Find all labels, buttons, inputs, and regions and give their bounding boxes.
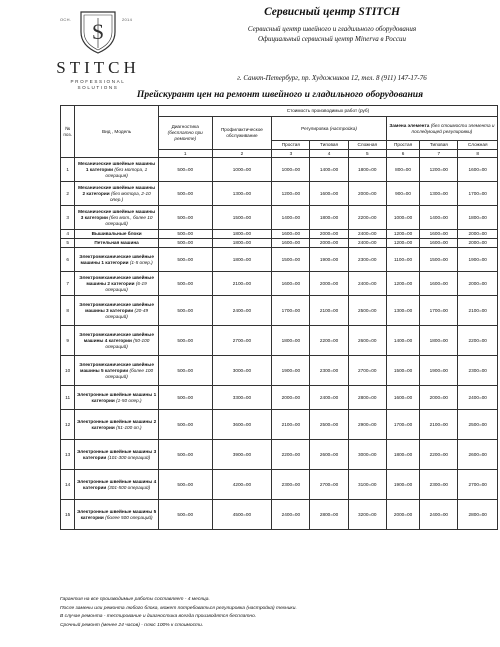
- col-number-3: 3: [272, 150, 310, 158]
- price-cell: 500=00: [158, 326, 212, 356]
- price-cell: 2300=00: [272, 470, 310, 500]
- price-cell: 500=00: [158, 158, 212, 182]
- price-cell: 1500=00: [420, 248, 458, 272]
- machine-name: Электронные швейные машины 4 категории: [76, 478, 157, 490]
- machine-name: Механические швейные машины 2 категории: [78, 184, 156, 196]
- machine-note: (6-19 операции): [105, 280, 147, 292]
- price-cell: 1400=00: [310, 158, 348, 182]
- row-number: 13: [61, 440, 75, 470]
- price-cell: 3900=00: [212, 440, 272, 470]
- company-address: г. Санкт-Петербург, пр. Художников 12, тел. 8 (911) 147-17-76: [237, 74, 427, 82]
- price-cell: 1300=00: [420, 182, 458, 206]
- machine-note: (51-100 оп.): [116, 424, 142, 430]
- price-cell: 2400=00: [458, 386, 498, 410]
- price-cell: 1500=00: [272, 248, 310, 272]
- col-number-7: 7: [420, 150, 458, 158]
- price-cell: 1800=00: [458, 206, 498, 230]
- machine-name: Электронные швейные машины 1 категории: [76, 391, 157, 403]
- price-cell: 1900=00: [310, 248, 348, 272]
- machine-note: (101-300 операций): [107, 454, 151, 460]
- price-cell: 1500=00: [212, 206, 272, 230]
- machine-note: (без мот., более 10 операций): [105, 214, 153, 226]
- row-machine-type: [75, 182, 159, 206]
- table-row: [61, 356, 498, 386]
- table-row: [61, 206, 498, 230]
- machine-name: Электромеханические швейные машины 2 категории: [79, 274, 154, 286]
- row-machine-type: [75, 272, 159, 296]
- row-number: 2: [61, 182, 75, 206]
- price-cell: 500=00: [158, 470, 212, 500]
- price-cell: 4500=00: [212, 500, 272, 530]
- col-number-5: 5: [348, 150, 386, 158]
- price-cell: 500=00: [158, 239, 212, 248]
- price-cell: 2500=00: [310, 410, 348, 440]
- col-header-adjustment-label: Регулировка: [301, 125, 329, 131]
- price-cell: 2800=00: [458, 500, 498, 530]
- price-cell: 2100=00: [310, 296, 348, 326]
- price-cell: 1000=00: [272, 158, 310, 182]
- row-machine-type: [75, 386, 159, 410]
- price-cell: 1200=00: [272, 182, 310, 206]
- price-cell: 2100=00: [272, 410, 310, 440]
- price-cell: 500=00: [158, 272, 212, 296]
- price-cell: 1200=00: [386, 239, 419, 248]
- price-cell: 1900=00: [420, 356, 458, 386]
- price-cell: 3600=00: [212, 410, 272, 440]
- machine-note: (1-50 опер.): [116, 397, 142, 403]
- price-cell: 1900=00: [386, 470, 419, 500]
- logo-year: 2014: [122, 17, 133, 22]
- table-row: [61, 182, 498, 206]
- price-cell: 1300=00: [212, 182, 272, 206]
- price-cell: 2500=00: [458, 410, 498, 440]
- machine-name: Петельная машина: [94, 240, 139, 245]
- machine-name: Электромеханические швейные машины 1 категории: [79, 253, 154, 265]
- price-cell: 500=00: [158, 206, 212, 230]
- machine-note: (более 100 операций): [105, 367, 154, 379]
- price-cell: 1400=00: [420, 206, 458, 230]
- price-cell: 2700=00: [348, 356, 386, 386]
- price-cell: 1800=00: [420, 326, 458, 356]
- table-row: [61, 470, 498, 500]
- machine-name: Электромеханические швейные машины 3 категории: [79, 301, 154, 313]
- price-cell: 1700=00: [272, 296, 310, 326]
- machine-name: Механические швейные машины 1 категории: [78, 160, 156, 172]
- price-cell: 2500=00: [348, 296, 386, 326]
- price-cell: 2000=00: [348, 182, 386, 206]
- price-cell: 2800=00: [348, 386, 386, 410]
- col-number-2: 2: [212, 150, 272, 158]
- row-machine-type: [75, 158, 159, 182]
- price-cell: 2700=00: [310, 470, 348, 500]
- row-number: 11: [61, 386, 75, 410]
- price-cell: 1600=00: [272, 239, 310, 248]
- price-cell: 500=00: [158, 440, 212, 470]
- price-cell: 1200=00: [420, 158, 458, 182]
- col-header-simple-2: Простая: [386, 141, 419, 150]
- price-cell: 2100=00: [420, 410, 458, 440]
- table-row: [61, 248, 498, 272]
- machine-name: Вышивальные блоки: [91, 231, 142, 236]
- machine-name: Механические швейные машины 3 категории: [78, 208, 156, 220]
- price-cell: 2400=00: [348, 239, 386, 248]
- col-header-number: № поз.: [61, 106, 75, 158]
- price-cell: 2400=00: [348, 230, 386, 239]
- col-header-typical: Типовая: [310, 141, 348, 150]
- price-cell: 3000=00: [212, 356, 272, 386]
- price-cell: 1800=00: [310, 206, 348, 230]
- price-cell: 2300=00: [310, 356, 348, 386]
- price-cell: 2000=00: [420, 386, 458, 410]
- row-machine-type: [75, 326, 159, 356]
- price-cell: 2000=00: [458, 272, 498, 296]
- price-cell: 2000=00: [310, 272, 348, 296]
- price-cell: 2600=00: [310, 440, 348, 470]
- price-cell: 1700=00: [420, 296, 458, 326]
- machine-note: (более 500 операций): [105, 514, 153, 520]
- price-cell: 500=00: [158, 296, 212, 326]
- machine-note: (без мотора, 1 операция): [105, 166, 148, 178]
- price-cell: 2200=00: [458, 326, 498, 356]
- row-number: 6: [61, 248, 75, 272]
- machine-note: (без мотора, 2-10 опер.): [109, 190, 151, 202]
- price-cell: 500=00: [158, 230, 212, 239]
- row-machine-type: [75, 248, 159, 272]
- col-header-diagnostics-label: Диагностика: [171, 124, 199, 129]
- row-number: 9: [61, 326, 75, 356]
- col-number-8: 8: [458, 150, 498, 158]
- stitch-logo: [42, 8, 154, 94]
- col-header-replacement-note: (без стоимости элемента и последующей регулировки): [411, 122, 495, 134]
- col-header-type: Вид , Модель: [75, 106, 159, 158]
- price-cell: 1300=00: [386, 296, 419, 326]
- price-cell: 500=00: [158, 248, 212, 272]
- price-cell: 2200=00: [310, 326, 348, 356]
- price-cell: 1400=00: [386, 326, 419, 356]
- price-cell: 2000=00: [386, 500, 419, 530]
- price-cell: 1600=00: [420, 230, 458, 239]
- price-cell: 1000=00: [212, 158, 272, 182]
- col-header-adjustment: [272, 117, 387, 141]
- price-cell: 2400=00: [348, 272, 386, 296]
- row-number: 12: [61, 410, 75, 440]
- price-cell: 800=00: [386, 158, 419, 182]
- price-list-title: Прейскурант цен на ремонт швейного и гладильного оборудования: [136, 89, 424, 100]
- price-cell: 1700=00: [386, 410, 419, 440]
- row-machine-type: [75, 410, 159, 440]
- price-cell: 2300=00: [420, 470, 458, 500]
- machine-note: (50-100 операций): [105, 337, 150, 349]
- price-cell: 2900=00: [348, 410, 386, 440]
- row-number: 10: [61, 356, 75, 386]
- col-header-cost: Стоимость производимых работ (руб): [158, 106, 497, 117]
- price-cell: 2000=00: [458, 230, 498, 239]
- col-header-complex: Сложная: [348, 141, 386, 150]
- price-cell: 1800=00: [212, 239, 272, 248]
- price-cell: 1100=00: [386, 248, 419, 272]
- table-row: [61, 296, 498, 326]
- price-cell: 1800=00: [212, 230, 272, 239]
- price-cell: 3000=00: [348, 440, 386, 470]
- row-number: 8: [61, 296, 75, 326]
- row-number: 15: [61, 500, 75, 530]
- price-cell: 2000=00: [310, 239, 348, 248]
- col-header-complex-2: Сложная: [458, 141, 498, 150]
- price-cell: 900=00: [386, 182, 419, 206]
- machine-name: Электронные швейные машины 5 категории: [76, 508, 157, 520]
- col-number-1: 1: [158, 150, 212, 158]
- machine-note: (20-49 операций): [105, 307, 149, 319]
- table-row: [61, 158, 498, 182]
- price-cell: 2600=00: [458, 440, 498, 470]
- price-cell: 1200=00: [386, 272, 419, 296]
- col-header-replacement: [386, 117, 497, 141]
- logo-est-label: ОСН.: [60, 17, 72, 22]
- col-header-diagnostics: [158, 117, 212, 150]
- col-header-adjustment-note: (настройка): [329, 125, 357, 131]
- price-cell: 2400=00: [310, 386, 348, 410]
- logo-tagline-2: SOLUTIONS: [77, 85, 119, 90]
- price-cell: 1400=00: [272, 206, 310, 230]
- price-cell: 2800=00: [310, 500, 348, 530]
- footnotes: [60, 596, 495, 630]
- price-table-body: [61, 158, 498, 530]
- row-machine-type: [75, 440, 159, 470]
- col-number-4: 4: [310, 150, 348, 158]
- price-cell: 2200=00: [272, 440, 310, 470]
- price-cell: 1600=00: [386, 386, 419, 410]
- price-cell: 1600=00: [420, 272, 458, 296]
- stitch-emblem-icon: [75, 8, 121, 54]
- logo-tagline-1: PROFESSIONAL: [70, 79, 126, 84]
- table-row: [61, 326, 498, 356]
- col-header-diagnostics-note: (бесплатно при ремонте): [167, 130, 203, 141]
- price-cell: 1800=00: [212, 248, 272, 272]
- price-cell: 1900=00: [272, 356, 310, 386]
- price-cell: 500=00: [158, 410, 212, 440]
- row-machine-type: [75, 500, 159, 530]
- price-cell: 1600=00: [458, 158, 498, 182]
- price-cell: 1200=00: [386, 230, 419, 239]
- row-machine-type: [75, 470, 159, 500]
- price-cell: 500=00: [158, 356, 212, 386]
- machine-note: (1-5 опер.): [129, 259, 153, 265]
- footnote-diagnostics: В случае ремонта - тестирование и диагностика всегда производятся бесплатно.: [60, 614, 257, 620]
- price-cell: 2300=00: [348, 248, 386, 272]
- price-cell: 3300=00: [212, 386, 272, 410]
- price-cell: 3100=00: [348, 470, 386, 500]
- machine-name: Электромеханические швейные машины 5 категории: [79, 361, 154, 373]
- price-cell: 2100=00: [212, 272, 272, 296]
- price-cell: 1800=00: [348, 158, 386, 182]
- price-cell: 2700=00: [458, 470, 498, 500]
- price-cell: 1600=00: [272, 272, 310, 296]
- price-cell: 2200=00: [348, 206, 386, 230]
- price-cell: 1900=00: [458, 248, 498, 272]
- price-cell: 2400=00: [212, 296, 272, 326]
- company-title: Сервисный центр STITCH: [264, 6, 400, 18]
- price-cell: 1800=00: [272, 326, 310, 356]
- price-cell: 500=00: [158, 500, 212, 530]
- price-cell: 2400=00: [272, 500, 310, 530]
- footnote-adjustment: После замены или ремонта любого блока, может потребоваться регулировка (настройка) техники.: [60, 605, 297, 611]
- row-number: 5: [61, 239, 75, 248]
- table-row: [61, 230, 498, 239]
- footnote-warranty: Гарантия на все производимые работы составляет - 4 месяца.: [60, 597, 210, 602]
- machine-name: Электромеханические швейные машины 4 категории: [79, 331, 154, 343]
- table-row: [61, 239, 498, 248]
- machine-note: (301-500 операций): [107, 484, 151, 490]
- row-number: 14: [61, 470, 75, 500]
- table-row: [61, 386, 498, 410]
- row-number: 7: [61, 272, 75, 296]
- row-machine-type: [75, 296, 159, 326]
- machine-name: Электронные швейные машины 3 категории: [76, 448, 157, 460]
- price-table: [60, 105, 498, 530]
- price-cell: 3200=00: [348, 500, 386, 530]
- col-number-6: 6: [386, 150, 419, 158]
- company-subtitle-2: Официальный сервисный центр Minerva в России: [257, 35, 406, 43]
- price-cell: 2100=00: [458, 296, 498, 326]
- row-machine-type: [75, 356, 159, 386]
- machine-name: Электронные швейные машины 2 категории: [76, 418, 157, 430]
- price-cell: 1600=00: [272, 230, 310, 239]
- price-cell: 1800=00: [386, 440, 419, 470]
- row-machine-type: [75, 206, 159, 230]
- footnote-urgent: Срочный ремонт (менее 24 часов) - плюс 100% к стоимости.: [60, 622, 204, 628]
- price-cell: 4200=00: [212, 470, 272, 500]
- row-number: 3: [61, 206, 75, 230]
- price-cell: 1700=00: [458, 182, 498, 206]
- price-cell: 500=00: [158, 386, 212, 410]
- price-cell: 2700=00: [212, 326, 272, 356]
- table-row: [61, 272, 498, 296]
- price-cell: 1500=00: [386, 356, 419, 386]
- price-cell: 2000=00: [310, 230, 348, 239]
- row-machine-type: [75, 230, 159, 239]
- row-number: 4: [61, 230, 75, 239]
- col-header-simple: Простая: [272, 141, 310, 150]
- price-cell: 1600=00: [310, 182, 348, 206]
- row-number: 1: [61, 158, 75, 182]
- company-subtitle-1: Сервисный центр швейного и гладильного оборудования: [247, 25, 417, 33]
- table-row: [61, 440, 498, 470]
- price-cell: 2300=00: [458, 356, 498, 386]
- price-cell: 2000=00: [458, 239, 498, 248]
- col-header-replacement-label: Замена элемента: [389, 122, 430, 128]
- svg-text:S: S: [91, 19, 105, 44]
- table-row: [61, 410, 498, 440]
- price-cell: 2600=00: [348, 326, 386, 356]
- row-machine-type: [75, 239, 159, 248]
- price-cell: 1000=00: [386, 206, 419, 230]
- table-row: [61, 500, 498, 530]
- price-cell: 500=00: [158, 182, 212, 206]
- price-cell: 1600=00: [420, 239, 458, 248]
- price-cell: 2000=00: [272, 386, 310, 410]
- logo-brand: STITCH: [56, 58, 140, 77]
- price-cell: 2400=00: [420, 500, 458, 530]
- col-header-maintenance: Профилактическое обслуживание: [212, 117, 272, 150]
- col-header-typical-2: Типовая: [420, 141, 458, 150]
- price-cell: 2200=00: [420, 440, 458, 470]
